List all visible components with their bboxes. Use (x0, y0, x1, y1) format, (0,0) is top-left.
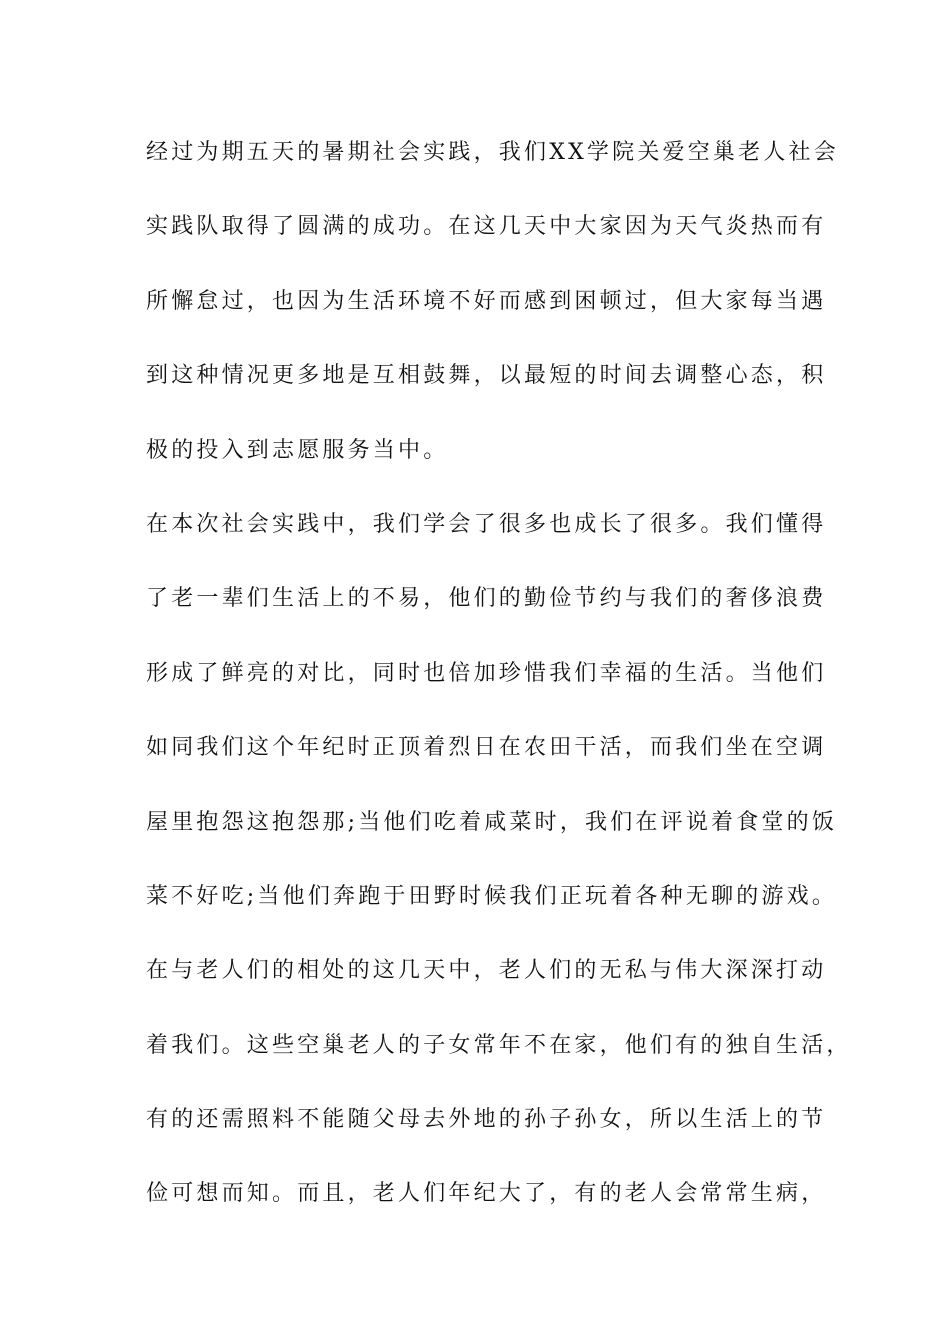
text-line: 了老一辈们生活上的不易，他们的勤俭节约与我们的奢侈浪费 (146, 586, 827, 612)
text-line: 极的投入到志愿服务当中。 (146, 437, 449, 463)
text-line: 所懈怠过，也因为生活环境不好而感到困顿过，但大家每当遇 (146, 288, 827, 314)
text-line: 在与老人们的相处的这几天中，老人们的无私与伟大深深打动 (146, 958, 827, 984)
text-line: 如同我们这个年纪时正顶着烈日在农田干活，而我们坐在空调 (146, 735, 827, 761)
text-line: 屋里抱怨这抱怨那;当他们吃着咸菜时，我们在评说着食堂的饭 (146, 809, 838, 835)
text-line: 到这种情况更多地是互相鼓舞，以最短的时间去调整心态，积 (146, 363, 827, 389)
text-line: 实践队取得了圆满的成功。在这几天中大家因为天气炎热而有 (146, 214, 827, 240)
body-text (146, 131, 852, 1247)
text-line: 在本次社会实践中，我们学会了很多也成长了很多。我们懂得 (146, 511, 827, 537)
text-line: 经过为期五天的暑期社会实践，我们XX学院关爱空巢老人社会 (146, 140, 839, 165)
text-line: 有的还需照料不能随父母去外地的孙子孙女，所以生活上的节 (146, 1107, 827, 1133)
text-line: 菜不好吃;当他们奔跑于田野时候我们正玩着各种无聊的游戏。 (146, 883, 838, 909)
text-line: 着我们。这些空巢老人的子女常年不在家，他们有的独自生活， (146, 1032, 852, 1058)
text-line: 形成了鲜亮的对比，同时也倍加珍惜我们幸福的生活。当他们 (146, 660, 827, 686)
text-line: 俭可想而知。而且，老人们年纪大了，有的老人会常常生病， (146, 1181, 827, 1207)
